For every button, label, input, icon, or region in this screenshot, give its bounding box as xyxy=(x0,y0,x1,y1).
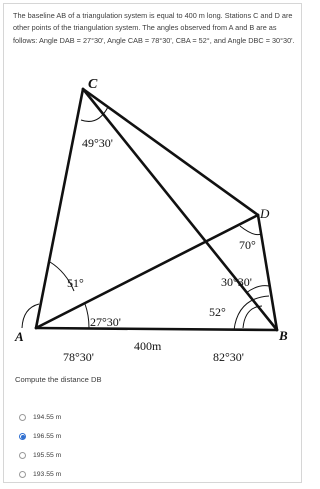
arc-at-a-inner xyxy=(85,304,89,328)
point-label-a: A xyxy=(15,329,24,344)
angle-label-at-b-lower: 52° xyxy=(209,305,226,319)
answer-option-label: 195.55 m xyxy=(33,452,62,459)
radio-button[interactable] xyxy=(19,414,26,421)
triangulation-figure xyxy=(10,66,300,378)
radio-button[interactable] xyxy=(19,471,26,478)
answer-option[interactable] xyxy=(19,427,61,446)
point-label-d: D xyxy=(260,206,270,221)
answer-option-label: 193.55 m xyxy=(33,471,62,478)
answer-option-label: 194.55 m xyxy=(33,414,62,421)
point-label-c: C xyxy=(88,77,98,92)
edge-a-b xyxy=(36,328,277,330)
angle-label-at-b-upper: 30°30' xyxy=(221,275,252,289)
answer-option[interactable] xyxy=(19,408,61,427)
angle-label-at-a-upper: 51° xyxy=(67,276,84,290)
answer-option[interactable] xyxy=(19,465,61,484)
answer-option-label: 196.55 m xyxy=(33,433,62,440)
question-prompt: Compute the distance DB xyxy=(15,375,102,384)
angle-label-at-a-inner: 27°30' xyxy=(90,315,121,329)
point-label-b: B xyxy=(279,328,288,343)
answer-option[interactable] xyxy=(19,446,61,465)
arc-at-d xyxy=(240,226,261,235)
radio-button[interactable] xyxy=(19,452,26,459)
question-text: The baseline AB of a triangulation system is equal to 400 m long. Stations C and D are other points of the triangulation system. The angles observed from A and B are as follows: Angle DAB = 27°30', Angle CAB = 78°30', CBA = 52°, and Angle DBC = 30°30'. xyxy=(13,11,295,45)
triangulation-diagram xyxy=(10,66,300,378)
angle-label-at-b-total: 82°30' xyxy=(213,350,244,364)
angle-label-at-d: 70° xyxy=(239,238,256,252)
angle-label-at-c: 49°30' xyxy=(82,136,113,150)
edge-d-b xyxy=(258,215,277,330)
question-card xyxy=(3,3,302,483)
answer-options xyxy=(19,408,61,484)
edge-a-c xyxy=(36,89,83,328)
baseline-length-label: 400m xyxy=(134,339,162,353)
radio-button-selected[interactable] xyxy=(19,433,26,440)
angle-label-at-a-total: 78°30' xyxy=(63,350,94,364)
edge-c-b xyxy=(83,89,277,330)
